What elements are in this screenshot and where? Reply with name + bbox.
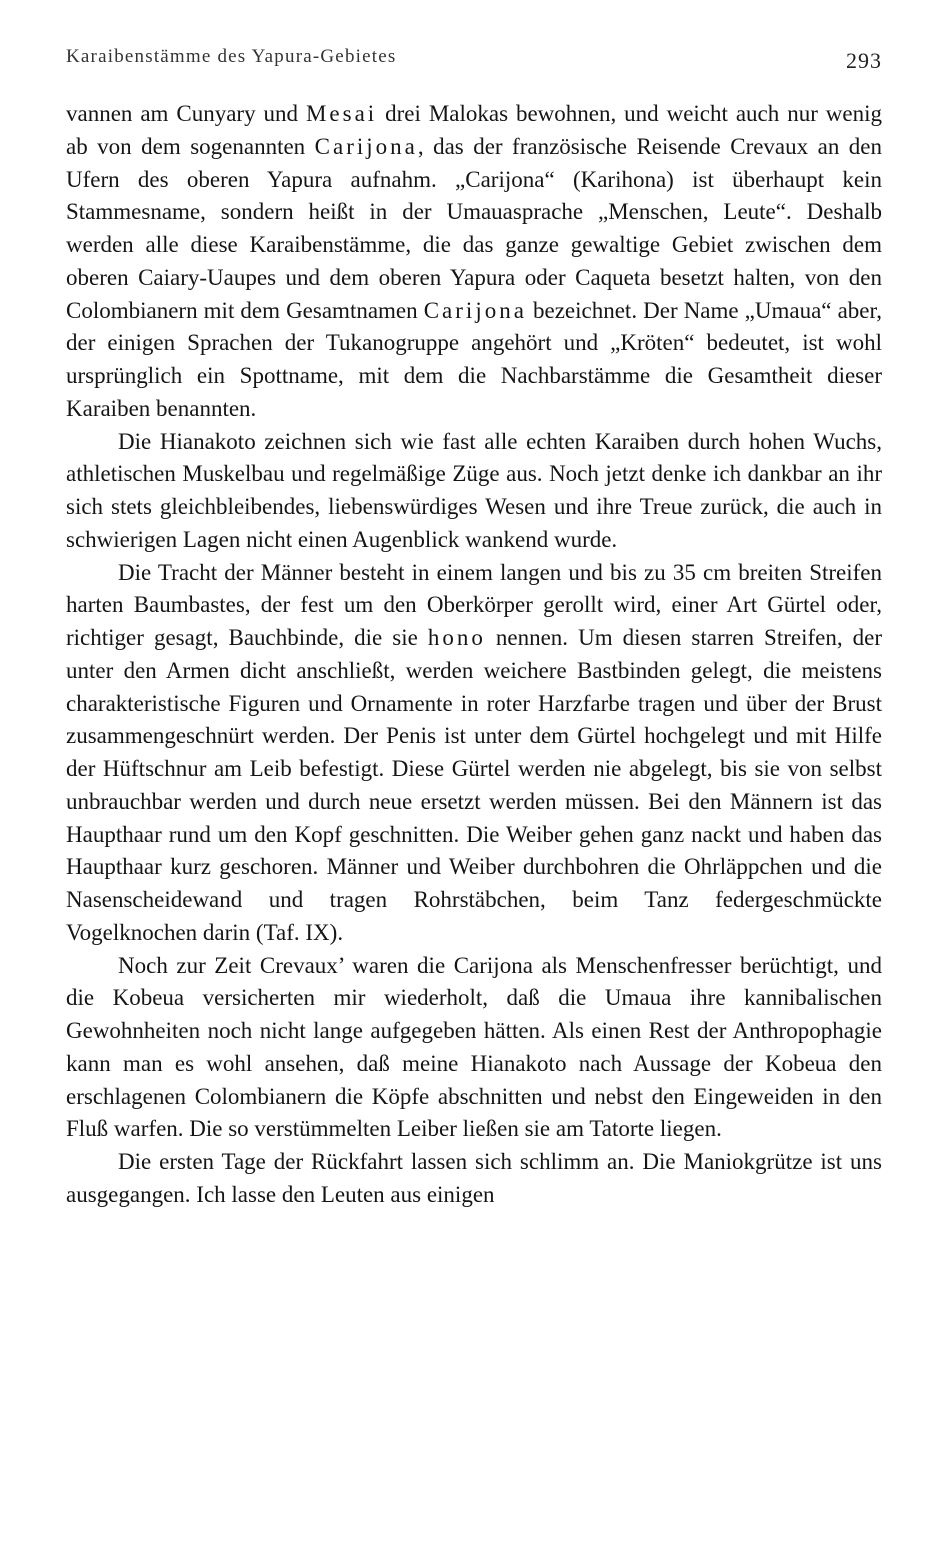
text-run: bezeichnet. Der Name „Umaua“ aber, der einigen Sprachen der Tukanogruppe angehört und „Kröten“ bedeutet, ist wohl ursprünglich ein Spottname, mit dem die Nachbarstämme die Gesamtheit dieser Karaiben benannten. <box>66 297 882 421</box>
text-run: nennen. Um diesen starren Streifen, der unter den Armen dicht anschließt, werden weichere Bastbinden gelegt, die meistens charakteristische Figuren und Ornamente in roter Harzfarbe tragen und über der Brust zusammengeschnürt werden. Der Penis ist unter dem Gürtel hochgelegt und mit Hilfe der Hüftschnur am Leib befestigt. Diese Gürtel werden nie abgelegt, bis sie von selbst unbrauchbar werden und durch neue ersetzt werden müssen. Bei den Männern ist das Haupthaar rund um den Kopf geschnitten. Die Weiber gehen ganz nackt und haben das Haupthaar kurz geschoren. Männer und Weiber durchbohren die Ohrläppchen und die Nasenscheidewand und tragen Rohrstäbchen, beim Tanz federgeschmückte Vogelknochen darin (Taf. IX). <box>66 625 882 945</box>
spaced-term: Carijona <box>314 133 418 159</box>
spaced-term: hono <box>427 625 486 650</box>
paragraph-2 <box>66 426 882 557</box>
paragraph-3 <box>66 557 882 950</box>
body-text <box>66 98 882 1212</box>
text-run: drei Malokas bewohnen, und weicht auch nur wenig ab von dem sogenannten <box>66 101 882 159</box>
text-run: Die Hianakoto zeichnen sich wie fast alle echten Karaiben durch hohen Wuchs, athletischen Muskelbau und regelmäßige Züge aus. Noch jetzt denke ich dankbar an ihr sich stets gleichbleibendes, liebenswürdiges Wesen und ihre Treue zurück, die auch in schwierigen Lagen nicht einen Augenblick wankend wurde. <box>66 428 882 552</box>
paragraph-4 <box>66 950 882 1147</box>
paragraph-1 <box>66 98 882 426</box>
running-header <box>66 46 882 76</box>
text-run: Die Tracht der Männer besteht in einem langen und bis zu 35 cm breiten Streifen harten Baumbastes, der fest um den Oberkörper gerollt wird, einer Art Gürtel oder, richtiger gesagt, Bauchbinde, die sie <box>66 559 882 650</box>
page-number: 293 <box>846 48 882 73</box>
text-run: vannen am Cunyary und <box>66 101 306 126</box>
text-run: Die ersten Tage der Rückfahrt lassen sich schlimm an. Die Maniokgrütze ist uns ausgegangen. Ich lasse den Leuten aus einigen <box>66 1149 882 1207</box>
text-run: , das der französische Reisende Crevaux an den Ufern des oberen Yapura aufnahm. „Carijona“ (Karihona) ist überhaupt kein Stammesname, sondern heißt in der Umauasprache „Menschen, Leute“. Deshalb werden alle diese Karaibenstämme, die das ganze gewaltige Gebiet zwischen dem oberen Caiary-Uaupes und dem oberen Yapura oder Caqueta besetzt halten, von den Colombianern mit dem Gesamtnamen <box>66 133 882 323</box>
spaced-term: Carijona <box>423 297 527 323</box>
text-run: Noch zur Zeit Crevaux’ waren die Carijona als Menschenfresser berüchtigt, und die Kobeua versicherten mir wiederholt, daß die Umaua ihre kannibalischen Gewohnheiten noch nicht lange aufgegeben hätten. Als einen Rest der Anthropophagie kann man es wohl ansehen, daß meine Hianakoto nach Aussage der Kobeua den erschlagenen Colombianern die Köpfe abschnitten und nebst den Eingeweiden in den Fluß warfen. Die so verstümmelten Leiber ließen sie am Tatorte liegen. <box>66 952 882 1142</box>
spaced-term: Mesai <box>305 101 378 126</box>
running-title: Karaibenstämme des Yapura-Gebietes <box>66 46 397 67</box>
paragraph-5 <box>66 1146 882 1212</box>
